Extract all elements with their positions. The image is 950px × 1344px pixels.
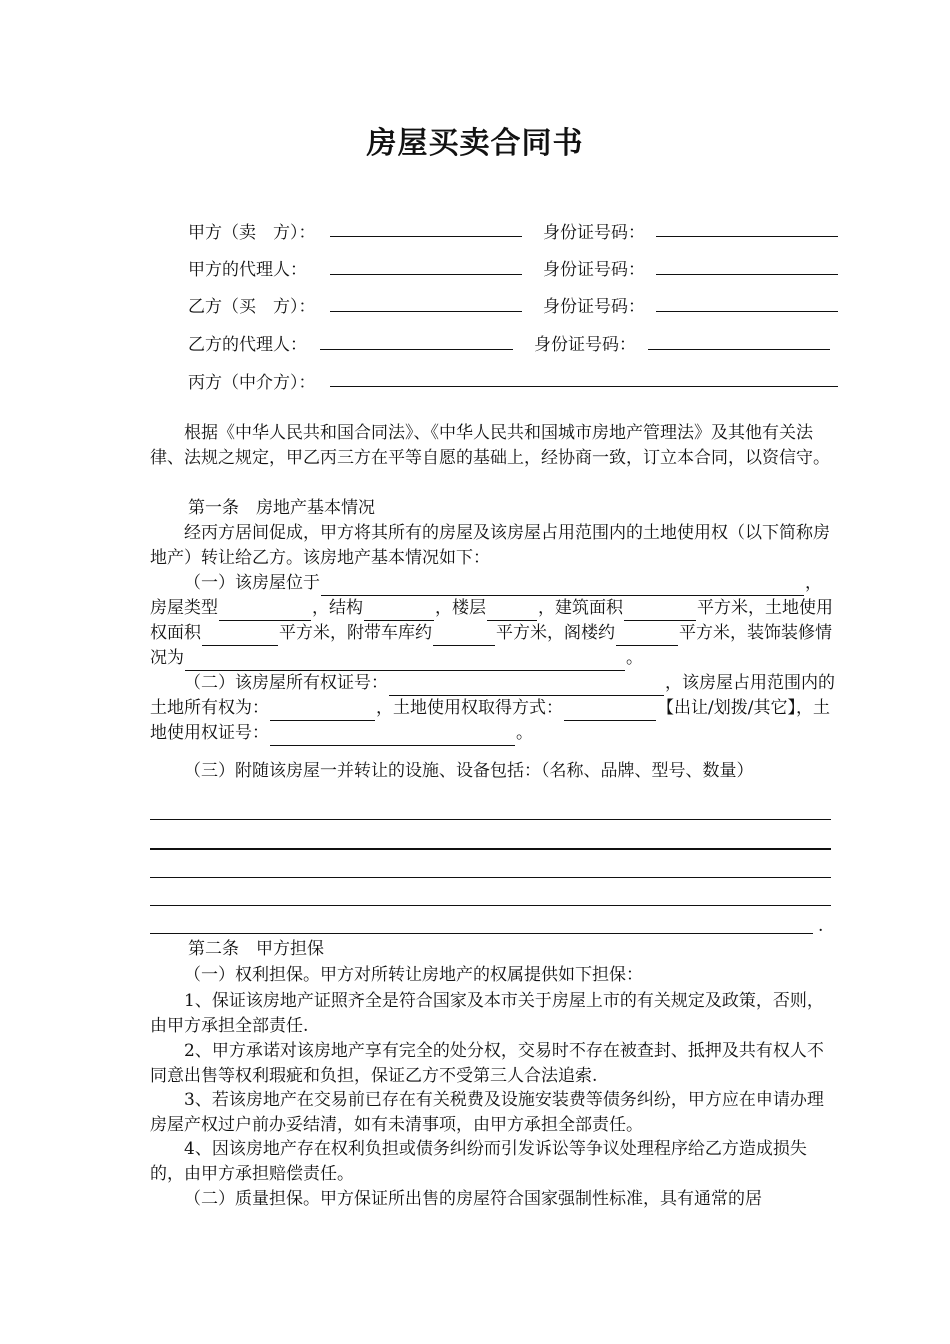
- buyer-name-field[interactable]: [330, 311, 522, 312]
- party-label: 丙方（中介方）：: [188, 373, 316, 393]
- equipment-line-5[interactable]: [150, 933, 813, 934]
- article-1-item-1: [150, 571, 838, 671]
- unit-label: 平方米: [279, 623, 330, 643]
- item-1-prefix: （一）该房屋位于: [184, 573, 320, 593]
- attic-area-field[interactable]: [616, 628, 678, 646]
- article-2-clause-4: 4、因该房地产存在权利负担或债务纠纷而引发诉讼等争议处理程序给乙方造成损失的，由甲方承担赔偿责任。: [150, 1139, 807, 1184]
- land-area-field[interactable]: [202, 628, 278, 646]
- attic-label: ，阁楼约: [547, 623, 615, 643]
- id-number-label: 身份证号码：: [534, 335, 636, 355]
- equipment-line-3[interactable]: [150, 877, 831, 878]
- article-2-clause-3: 3、若该房地产在交易前已存在有关税费及设施安装费等债务纠纷，甲方应在申请办理房屋产权过户前办妥结清，如有未清事项，由甲方承担全部责任。: [150, 1090, 824, 1135]
- buyer-agent-name-field[interactable]: [320, 349, 513, 350]
- house-type-label: 房屋类型: [150, 598, 218, 618]
- unit-label: 平方米: [679, 623, 730, 643]
- land-area-label: ，土地使用权面积: [150, 598, 833, 643]
- house-location-field[interactable]: [321, 578, 804, 596]
- acquire-options: 【出让/划拨/其它】: [657, 698, 796, 718]
- unit-label: 平方米: [697, 598, 748, 618]
- punctuation: 。: [626, 648, 643, 668]
- garage-label: ，附带车库约: [330, 623, 432, 643]
- house-type-field[interactable]: [219, 603, 311, 621]
- floor-field[interactable]: [487, 603, 537, 621]
- garage-area-field[interactable]: [433, 628, 495, 646]
- id-number-label: 身份证号码：: [543, 297, 645, 317]
- article-2-heading: 第二条 甲方担保: [188, 939, 324, 959]
- building-area-label: ，建筑面积: [538, 598, 623, 618]
- punctuation: ，: [805, 573, 822, 593]
- party-label: 乙方（买 方）：: [188, 297, 316, 317]
- intermediary-name-field[interactable]: [330, 386, 838, 387]
- article-2-sub-2: （二）质量担保。甲方保证所出售的房屋符合国家强制性标准，具有通常的居: [184, 1189, 762, 1209]
- intro-paragraph: 根据《中华人民共和国合同法》、《中华人民共和国城市房地产管理法》及其他有关法律、法规之规定，甲乙丙三方在平等自愿的基础上，经协商一致，订立本合同，以资信守。: [150, 423, 830, 468]
- buyer-agent-id-field[interactable]: [648, 349, 830, 350]
- equipment-line-2[interactable]: [150, 848, 831, 850]
- party-label: 甲方的代理人：: [188, 260, 307, 280]
- item-3-spec: （名称、品牌、型号、数量）: [541, 761, 754, 781]
- seller-agent-id-field[interactable]: [656, 274, 838, 275]
- punctuation: 。: [516, 723, 533, 743]
- article-1-heading: 第一条 房地产基本情况: [188, 498, 375, 518]
- article-1-item-2: [150, 671, 838, 746]
- id-number-label: 身份证号码：: [543, 223, 645, 243]
- land-owner-label: ，该房屋占用范围内的土地所有权为：: [150, 673, 835, 718]
- seller-agent-name-field[interactable]: [330, 274, 522, 275]
- party-label: 乙方的代理人：: [188, 335, 307, 355]
- article-2-sub-1: （一）权利担保。甲方对所转让房地产的权属提供如下担保：: [184, 965, 643, 985]
- item-3-prefix: （三）附随该房屋一并转让的设施、设备包括：: [184, 761, 541, 781]
- floor-label: ，楼层: [435, 598, 486, 618]
- id-number-label: 身份证号码：: [543, 260, 645, 280]
- equipment-line-1[interactable]: [150, 819, 831, 820]
- ownership-cert-field[interactable]: [389, 678, 664, 696]
- item-2-prefix: （二）该房屋所有权证号：: [184, 673, 388, 693]
- article-1-item-3: [150, 759, 838, 784]
- seller-name-field[interactable]: [330, 236, 522, 237]
- building-area-field[interactable]: [624, 603, 696, 621]
- party-label: 甲方（卖 方）：: [188, 223, 316, 243]
- unit-label: 平方米: [496, 623, 547, 643]
- land-cert-label: ，土地使用权证号：: [150, 698, 830, 743]
- seller-id-field[interactable]: [656, 236, 838, 237]
- decoration-label: ，装饰装修情况为: [150, 623, 832, 668]
- decoration-field[interactable]: [185, 653, 625, 671]
- equipment-end-mark: .: [818, 916, 824, 936]
- article-2-clause-2: 2、甲方承诺对该房地产享有完全的处分权，交易时不存在被查封、抵押及共有权人不同意出售等权利瑕疵和负担，保证乙方不受第三人合法追索.: [150, 1041, 824, 1086]
- land-cert-field[interactable]: [270, 728, 515, 746]
- equipment-line-4[interactable]: [150, 905, 831, 906]
- article-2-clause-1: 1、保证该房地产证照齐全是符合国家及本市关于房屋上市的有关规定及政策，否则，由甲方承担全部责任.: [150, 991, 824, 1036]
- acquire-method-field[interactable]: [564, 703, 656, 721]
- buyer-id-field[interactable]: [656, 311, 838, 312]
- structure-label: ，结构: [312, 598, 363, 618]
- land-owner-field[interactable]: [270, 703, 375, 721]
- page-title: 房屋买卖合同书: [366, 126, 584, 161]
- article-1-body: 经丙方居间促成，甲方将其所有的房屋及该房屋占用范围内的土地使用权（以下简称房地产）转让给乙方。该房地产基本情况如下：: [150, 523, 830, 568]
- acquire-method-label: ，土地使用权取得方式：: [376, 698, 563, 718]
- structure-field[interactable]: [364, 603, 434, 621]
